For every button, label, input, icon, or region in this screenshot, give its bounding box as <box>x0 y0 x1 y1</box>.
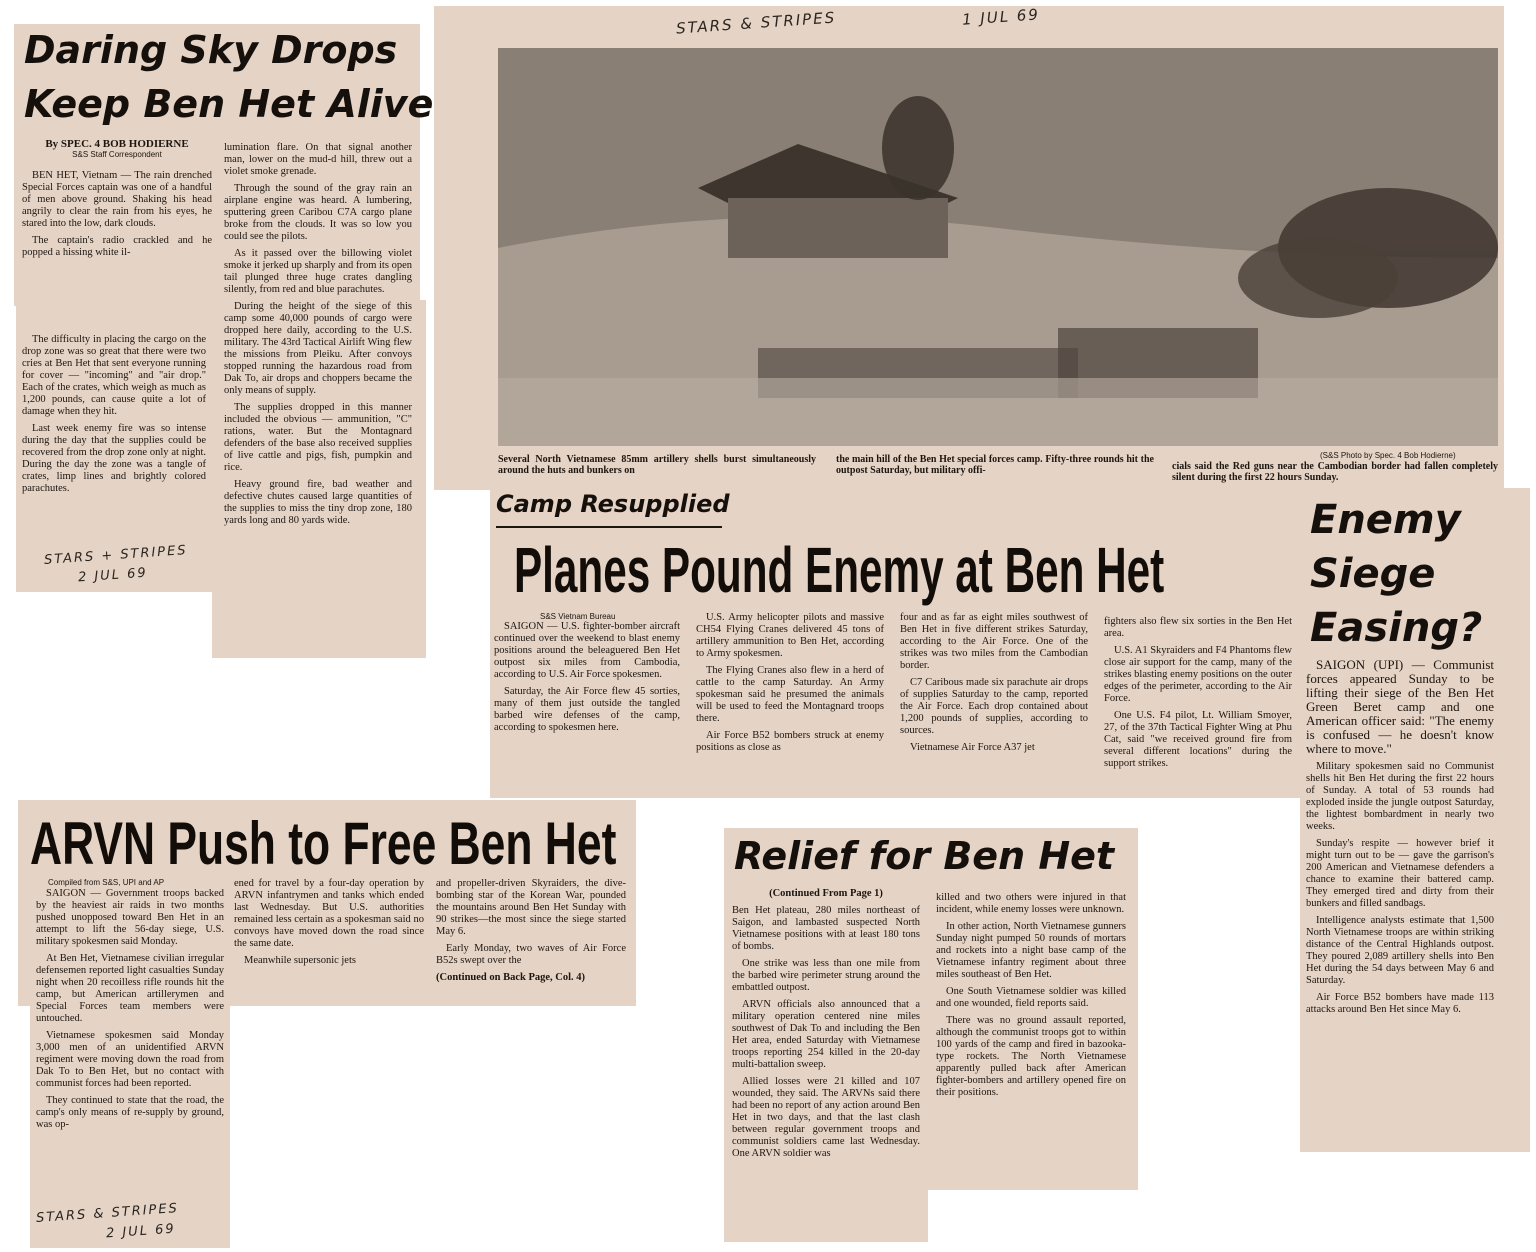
paragraph: Through the sound of the gray rain an airplane engine was heard. A lumbering, sputtering green Caribou C7A cargo plane broke from the clouds. It was so low you could see the pilots. <box>224 183 412 242</box>
main-column-2 <box>696 612 884 759</box>
paragraph: Air Force B52 bombers have made 113 attacks around Ben Het since May 6. <box>1306 992 1494 1015</box>
kicker-rule <box>496 526 722 528</box>
paragraph: The difficulty in placing the cargo on the drop zone was so great that there were two cries at Ben Het that sent everyone running for cover — "incoming" and "air drop." Each of the crates, which weigh as much as 1,200 pounds, can cause quite a lot of damage when they hit. <box>22 334 206 417</box>
paragraph: Early Monday, two waves of Air Force B52s swept over the <box>436 943 626 966</box>
sky-byline: By SPEC. 4 BOB HODIERNE <box>45 138 189 150</box>
paragraph: Sunday's respite — however brief it might turn out to be — gave the garrison's 200 American and Vietnamese defenders a chance to examine their battered camp. They emerged tired and dirty from their bunkers and filled sandbags. <box>1306 838 1494 909</box>
handwritten-date-arvn: 2 JUL 69 <box>105 1221 177 1242</box>
clip-relief-col1 <box>724 1180 928 1242</box>
paragraph: four and as far as eight miles southwest of Ben Het in five different strikes Saturday, according to the Air Force. One of the strikes was two miles from the Cambodian border. <box>900 612 1088 671</box>
paragraph: lumination flare. On that signal another man, lower on the mud-d hill, threw out a violet smoke grenade. <box>224 142 412 177</box>
main-column-4 <box>1104 616 1292 775</box>
paragraph: SAIGON — U.S. fighter-bomber aircraft continued over the weekend to blast enemy positions around the beleaguered Ben Het outpost six miles from Cambodia, according to U.S. Air Force spokesmen. <box>494 621 680 680</box>
paragraph: There was no ground assault reported, although the communist troops got to within 100 yards of the camp and fired in bazooka-type rockets. The North Vietnamese apparently pulled back after American fighter-bombers and artillery opened fire on their positions. <box>936 1015 1126 1098</box>
paragraph: During the height of the siege of this camp some 40,000 pounds of cargo were dropped here daily, according to the U.S. military. The 43rd Tactical Airlift Wing flew the missions from Pleiku. After convoys stopped running the hazardous road from Dak To, air drops and choppers became the only means of supply. <box>224 301 412 396</box>
paragraph: U.S. A1 Skyraiders and F4 Phantoms flew close air support for the camp, many of the strikes blasting enemy positions on the outer edges of the perimeter, according to the Air Force. <box>1104 645 1292 704</box>
enemy-column <box>1306 658 1494 1021</box>
main-column-1 <box>494 621 680 739</box>
photo-caption-3: cials said the Red guns near the Cambodian border had fallen completely silent during the first 22 hours Sunday. <box>1172 461 1498 483</box>
handwritten-source: STARS + STRIPES <box>43 543 189 568</box>
continued-note: (Continued on Back Page, Col. 4) <box>436 972 586 983</box>
arvn-headline: ARVN Push to Free Ben Het <box>30 810 617 877</box>
photo-caption-2: the main hill of the Ben Het special forces camp. Fifty-three rounds hit the outpost Saturday, but military offi- <box>836 454 1154 476</box>
paragraph: Heavy ground fire, bad weather and defective chutes caused large quantities of the supplies to miss the tiny drop zone, 180 yards long and 80 yards wide. <box>224 479 412 526</box>
handwritten-date: 2 JUL 69 <box>77 565 149 586</box>
paragraph: Vietnamese Air Force A37 jet <box>910 742 1035 753</box>
paragraph: U.S. Army helicopter pilots and massive CH54 Flying Cranes delivered 45 tons of artillery ammunition to Ben Het, according to Army spokesmen. <box>696 612 884 659</box>
main-headline: Planes Pound Enemy at Ben Het <box>514 534 1165 606</box>
relief-headline: Relief for Ben Het <box>734 834 1115 878</box>
photo-caption-1: Several North Vietnamese 85mm artillery shells burst simultaneously around the huts and bunkers on <box>498 454 816 476</box>
arvn-column-3 <box>436 878 626 989</box>
paragraph: At Ben Het, Vietnamese civilian irregular defensemen reported light casualties Sunday night when 20 recoilless rifle rounds hit the camp, but American artillerymen and Special Forces team members were untouched. <box>36 953 224 1024</box>
paragraph: Saturday, the Air Force flew 45 sorties, many of them just outside the tangled barbed wire defenses of the camp, according to spokesmen here. <box>494 686 680 733</box>
sky-headline-2: Keep Ben Het Alive <box>24 82 434 126</box>
handwritten-source-top: STARS & STRIPES <box>675 8 837 38</box>
paragraph: The supplies dropped in this manner included the obvious — ammunition, "C" rations, water. But the Montagnard defenders of the base also received supplies of live cattle and pigs, fish, pumpkin and rice. <box>224 402 412 473</box>
paragraph: Last week enemy fire was so intense during the day that the supplies could be recovered from the drop zone only at night. During the day the zone was a tangle of crates, limp lines and brightly colored parachutes. <box>22 423 206 494</box>
arvn-column-2 <box>234 878 424 972</box>
enemy-headline-3: Easing? <box>1310 605 1483 651</box>
paragraph: Vietnamese spokesmen said Monday 3,000 men of an unidentified ARVN regiment were moving down the road from Dak To to Ben Het, but no contact with communist forces had been reported. <box>36 1030 224 1089</box>
sky-byline-sub: S&S Staff Correspondent <box>72 150 162 159</box>
paragraph: Meanwhile supersonic jets <box>244 955 356 966</box>
enemy-headline-1: Enemy <box>1310 497 1461 543</box>
relief-column-2 <box>936 892 1126 1104</box>
paragraph: Military spokesmen said no Communist shells hit Ben Het during the first 22 hours of Sunday. A total of 53 rounds had exploded inside the jungle outpost Saturday, the lightest bombardment in nearly two weeks. <box>1306 761 1494 832</box>
paragraph: killed and two others were injured in that incident, while enemy losses were unknown. <box>936 892 1126 915</box>
paragraph: Ben Het plateau, 280 miles northeast of Saigon, and lambasted suspected North Vietnamese positions with at least 180 tons of bombs. <box>732 905 920 952</box>
handwritten-source-arvn: STARS & STRIPES <box>35 1201 180 1226</box>
paragraph: As it passed over the billowing violet smoke it jerked up sharply and from its open tail plunged three huge crates dangling silently, from red and blue parachutes. <box>224 248 412 295</box>
paragraph: Air Force B52 bombers struck at enemy positions as close as <box>696 730 884 753</box>
handwritten-date-top: 1 JUL 69 <box>961 5 1041 29</box>
paragraph: ened for travel by a four-day operation by ARVN infantrymen and tanks which ended last Wednesday. But U.S. authorities remained less certain as a spokesman said no convoys have moved down the road since the same date. <box>234 878 424 949</box>
arvn-column-1 <box>36 888 224 1136</box>
sky-column-2 <box>224 142 412 532</box>
paragraph: One U.S. F4 pilot, Lt. William Smoyer, 27, of the 37th Tactical Fighter Wing at Phu Cat, said "we received ground fire from several different locations" during the support strikes. <box>1104 710 1292 769</box>
paragraph: ARVN officials also announced that a military operation centered nine miles southwest of Dak To and including the Ben Het area, ended Saturday with Vietnamese troops reporting 254 killed in the 20-day multi-battalion sweep. <box>732 999 920 1070</box>
main-bureau: S&S Vietnam Bureau <box>540 612 616 621</box>
paragraph: One strike was less than one mile from the barbed wire perimeter strung around the embattled outpost. <box>732 958 920 993</box>
sky-headline-1: Daring Sky Drops <box>24 28 398 72</box>
paragraph: fighters also flew six sorties in the Ben Het area. <box>1104 616 1292 639</box>
sky-column-1 <box>22 170 212 264</box>
kicker-camp-resupplied: Camp Resupplied <box>496 490 730 518</box>
paragraph: and propeller-driven Skyraiders, the dive-bombing star of the Korean War, pounded the mountains around Ben Het Sunday with 90 strikes—the most since the siege started May 6. <box>436 878 626 937</box>
paragraph: One South Vietnamese soldier was killed and one wounded, field reports said. <box>936 986 1126 1009</box>
paragraph: In other action, North Vietnamese gunners Sunday night pumped 50 rounds of mortars and rockets into a night base camp of the Vietnamese infantry regiment about three miles southeast of Ben Het. <box>936 921 1126 980</box>
sky-column-3 <box>22 334 206 500</box>
main-column-3 <box>900 612 1088 759</box>
photo-illustration <box>498 48 1498 446</box>
arvn-byline: Compiled from S&S, UPI and AP <box>48 878 165 887</box>
enemy-headline-2: Siege <box>1310 551 1436 597</box>
paragraph: The Flying Cranes also flew in a herd of cattle to the camp Saturday. An Army spokesman said he presumed the animals will be used to feed the Montagnard troops there. <box>696 665 884 724</box>
continued-from: (Continued From Page 1) <box>769 888 883 899</box>
relief-column-1 <box>732 888 920 1165</box>
paragraph: SAIGON — Government troops backed by the heaviest air raids in two months pushed unopposed toward Ben Het in an attempt to lift the 56-day siege, U.S. military spokesmen said Monday. <box>36 888 224 947</box>
paragraph: They continued to state that the road, the camp's only means of re-supply by ground, was op- <box>36 1095 224 1130</box>
paragraph: Intelligence analysts estimate that 1,500 North Vietnamese troops are within striking distance of the Central Highlands outpost. They poured 2,089 artillery shells into Ben Het during the 54 days between May 6 and Saturday. <box>1306 915 1494 986</box>
paragraph: C7 Caribous made six parachute air drops of supplies Saturday to the camp, reported the Air Force. Each drop contained about 1,200 pounds of supplies, according to sources. <box>900 677 1088 736</box>
photo-ben-het-camp <box>498 48 1498 446</box>
paragraph: BEN HET, Vietnam — The rain drenched Special Forces captain was one of a handful of men above ground. Shaking his head angrily to clear the rain from his eyes, he stared into the low, dark clouds. <box>22 170 212 229</box>
paragraph: The captain's radio crackled and he popped a hissing white il- <box>22 235 212 258</box>
photo-credit: (S&S Photo by Spec. 4 Bob Hodierne) <box>1320 451 1456 460</box>
paragraph: SAIGON (UPI) — Communist forces appeared Sunday to be lifting their siege of the Ben Het Green Beret camp and one American officer said: "The enemy is confused — he doesn't know where to move." <box>1306 657 1494 756</box>
paragraph: Allied losses were 21 killed and 107 wounded, they said. The ARVNs said there had been no report of any action around Ben Het in two days, and that the last clash between regular government troops and communist soldiers came last Wednesday. One ARVN soldier was <box>732 1076 920 1159</box>
